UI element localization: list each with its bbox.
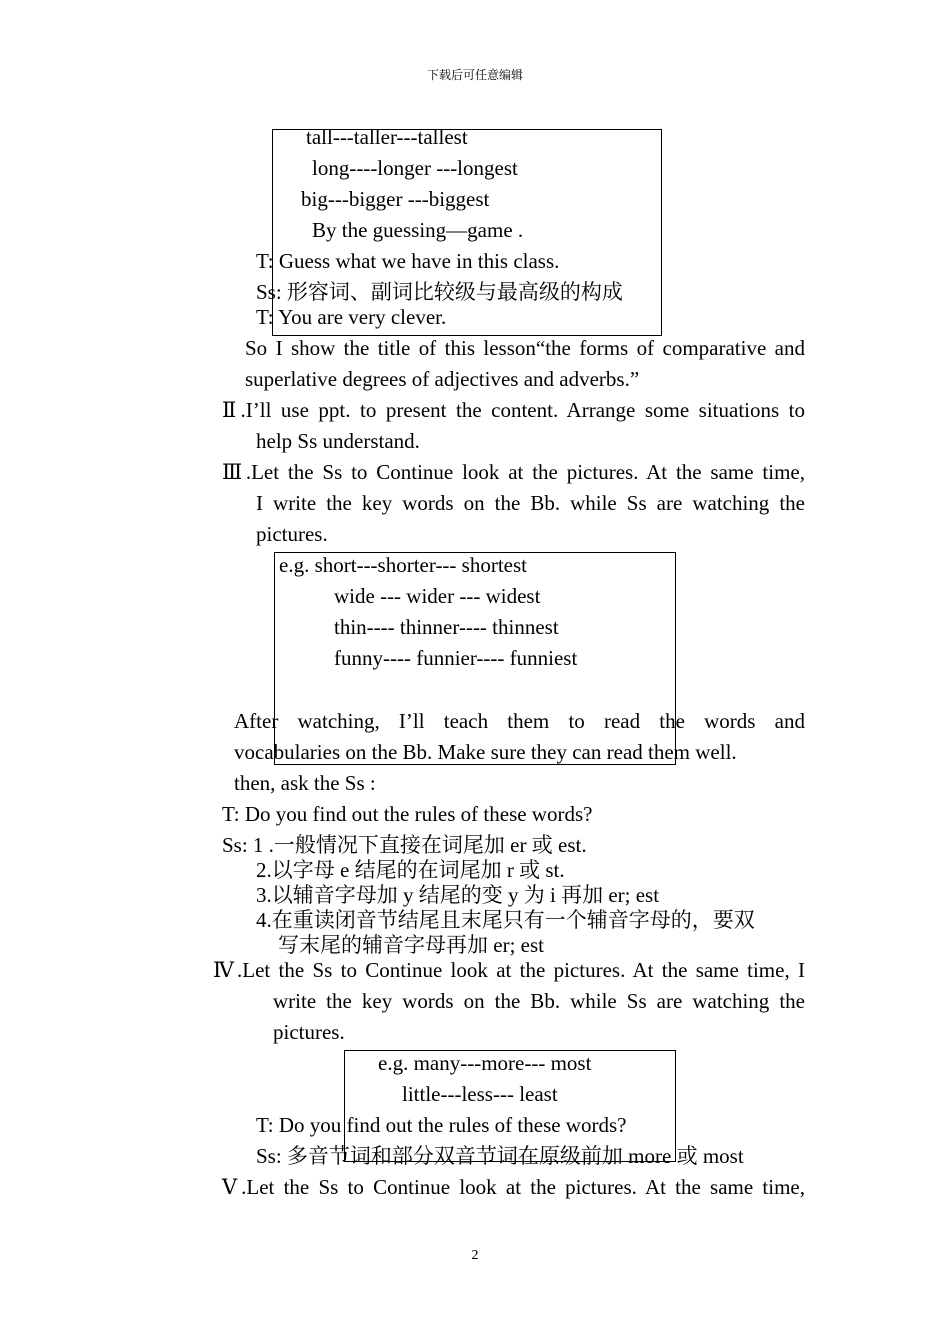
example-line: By the guessing—game .	[312, 218, 524, 242]
rule-line: 4.在重读闭音节结尾且末尾只有一个辅音字母的，要双	[256, 908, 755, 932]
section-4-line: pictures.	[273, 1020, 345, 1044]
teacher-line: T: You are very clever.	[256, 305, 447, 329]
section-2-line: help Ss understand.	[256, 429, 420, 453]
example-line: wide --- wider --- widest	[334, 584, 541, 608]
title-para-line: So I show the title of this lesson“the forms of comparative and	[245, 336, 805, 360]
page-number: 2	[471, 1248, 479, 1263]
student-line: Ss: 形容词、副词比较级与最高级的构成	[256, 280, 623, 304]
rule-line: 写末尾的辅音字母再加 er; est	[278, 933, 544, 957]
after-para-line: After watching, I’ll teach them to read the words and	[234, 709, 805, 733]
section-3-line: pictures.	[256, 522, 328, 546]
section-2-line: Ⅱ.I’ll use ppt. to present the content. Arrange some situations to	[222, 398, 805, 422]
section-4-line: Ⅳ.Let the Ss to Continue look at the pictures. At the same time, I	[213, 958, 805, 982]
rule-line: 3.以辅音字母加 y 结尾的变 y 为 i 再加 er; est	[256, 883, 660, 907]
example-line: e.g. short---shorter--- shortest	[279, 553, 528, 577]
after-para-line: vocabularies on the Bb. Make sure they can read them well.	[234, 740, 737, 764]
page-header: 下载后可任意编辑	[426, 68, 523, 82]
section-5-line: Ⅴ.Let the Ss to Continue look at the pictures. At the same time,	[222, 1175, 805, 1199]
teacher-line: T: Do you find out the rules of these words?	[256, 1113, 627, 1137]
example-line: tall---taller---tallest	[306, 125, 468, 149]
student-line: Ss: 1 .一般情况下直接在词尾加 er 或 est.	[222, 833, 587, 857]
section-3-line: I write the key words on the Bb. while Ss are watching the	[256, 491, 805, 515]
rule-line: 2.以字母 e 结尾的在词尾加 r 或 st.	[256, 858, 565, 882]
teacher-line: T: Guess what we have in this class.	[256, 249, 560, 273]
section-4-line: write the key words on the Bb. while Ss are watching the	[273, 989, 805, 1013]
example-line: thin---- thinner---- thinnest	[334, 615, 559, 639]
example-line: long----longer ---longest	[312, 156, 518, 180]
example-line: e.g. many---more--- most	[378, 1051, 592, 1075]
example-line: big---bigger ---biggest	[301, 187, 490, 211]
section-3-line: Ⅲ.Let the Ss to Continue look at the pictures. At the same time,	[222, 460, 805, 484]
example-line: little---less--- least	[402, 1082, 558, 1106]
example-line: funny---- funnier---- funniest	[334, 646, 578, 670]
after-para-line: then, ask the Ss :	[234, 771, 376, 795]
student-line: Ss: 多音节词和部分双音节词在原级前加 more 或 most	[256, 1144, 744, 1168]
teacher-line: T: Do you find out the rules of these words?	[222, 802, 593, 826]
title-para-line: superlative degrees of adjectives and adverbs.”	[245, 367, 640, 391]
